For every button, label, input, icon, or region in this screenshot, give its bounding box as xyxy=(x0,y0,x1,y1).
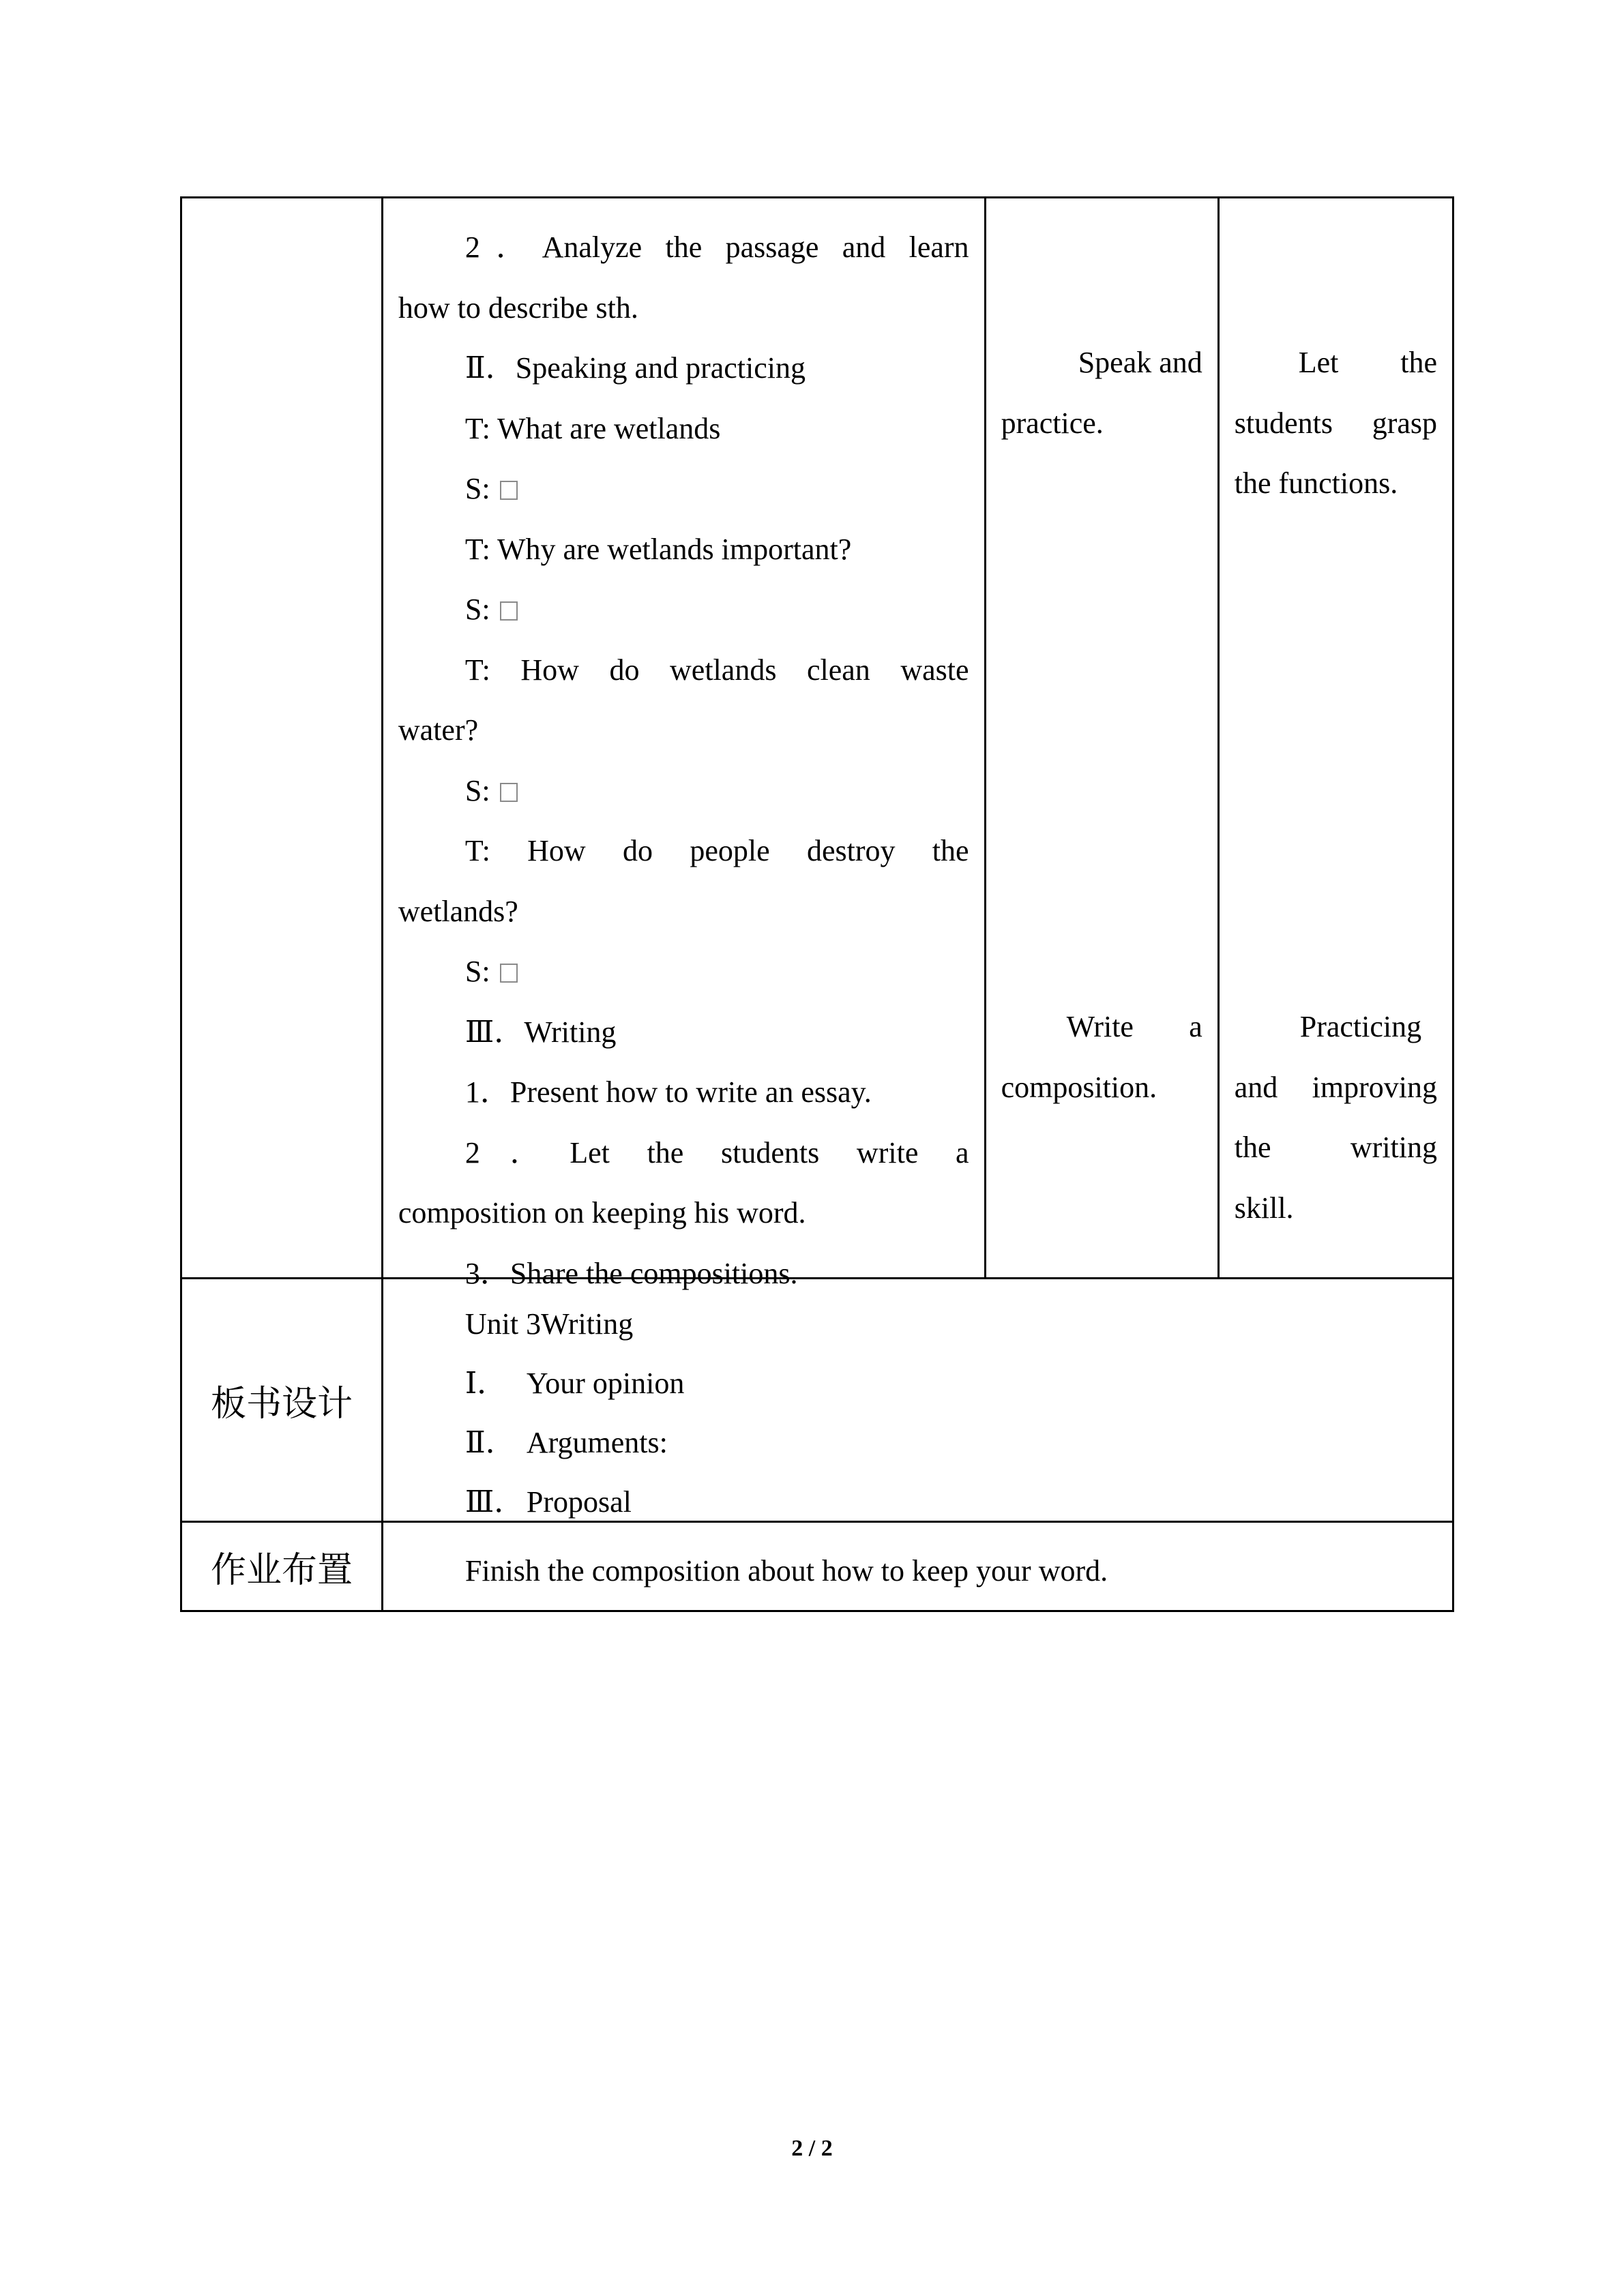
board-item xyxy=(465,1413,1437,1472)
section-heading-speaking: Ⅱ．Speaking and practicing xyxy=(464,351,806,385)
teaching-steps-cell xyxy=(382,198,985,1290)
step-line: how to describe sth. xyxy=(398,290,638,325)
step-line: T: How do wetlands clean waste xyxy=(464,653,969,687)
board-design-row xyxy=(181,1279,1453,1522)
step-line: wetlands? xyxy=(398,894,518,928)
purpose-writing xyxy=(1235,997,1437,1238)
design-purpose-cell xyxy=(1218,198,1453,1279)
answer-prefix: S: xyxy=(464,773,490,807)
blank-box-icon xyxy=(500,601,518,621)
step-line: T: Why are wetlands important? xyxy=(464,532,852,566)
activity-line: practice. xyxy=(1001,406,1104,440)
answer-prefix: S: xyxy=(464,955,490,988)
purpose-speaking xyxy=(1235,333,1437,514)
board-design-content-cell xyxy=(382,1279,1453,1522)
homework-label: 作业布置 xyxy=(181,1522,383,1611)
step-line: water? xyxy=(398,713,479,747)
activity-line: Speak and xyxy=(1078,346,1202,379)
purpose-line: Let the xyxy=(1298,346,1437,379)
board-item-numeral: Ⅱ． xyxy=(464,1426,516,1459)
empty-label-cell xyxy=(181,198,383,1279)
activity-line: Write a xyxy=(1066,1010,1202,1043)
answer-prefix: S: xyxy=(464,593,490,626)
student-activity-cell xyxy=(985,198,1218,1279)
activity-speaking xyxy=(1001,333,1202,453)
blank-box-icon xyxy=(500,481,518,500)
homework-row xyxy=(181,1522,1453,1611)
board-item-numeral: Ⅰ． xyxy=(464,1367,507,1400)
homework-text: Finish the composition about how to keep your word. xyxy=(464,1554,1108,1587)
lesson-plan-table xyxy=(180,196,1454,1612)
purpose-line: the writing xyxy=(1234,1131,1437,1164)
answer-line xyxy=(398,459,969,520)
homework-content-cell xyxy=(382,1522,1453,1611)
purpose-line: Practicing xyxy=(1299,1010,1422,1043)
step-line: T: How do people destroy the xyxy=(464,834,969,867)
purpose-line: the functions. xyxy=(1234,466,1398,500)
answer-line xyxy=(398,942,969,1002)
purpose-line: students grasp xyxy=(1234,406,1437,440)
page-indicator: 2 / 2 xyxy=(791,2136,833,2161)
board-design-label: 板书设计 xyxy=(181,1279,383,1522)
step-line: T: What are wetlands xyxy=(464,411,721,445)
purpose-line: and improving xyxy=(1234,1070,1437,1104)
activity-writing xyxy=(1001,997,1202,1118)
blank-box-icon xyxy=(500,783,518,802)
board-item xyxy=(465,1354,1437,1413)
board-item-text: Your opinion xyxy=(526,1367,685,1400)
answer-prefix: S: xyxy=(464,472,490,505)
step-line: 2．Let the students write a xyxy=(464,1135,969,1169)
step-line: 3．Share the compositions. xyxy=(464,1256,798,1290)
board-item-text: Arguments: xyxy=(526,1426,668,1459)
board-title: Unit 3Writing xyxy=(464,1307,634,1341)
teaching-process-row xyxy=(181,198,1453,1279)
activity-line: composition. xyxy=(1001,1070,1157,1104)
board-item-text: Proposal xyxy=(526,1485,632,1519)
answer-line xyxy=(398,761,969,822)
step-line: composition on keeping his word. xyxy=(398,1196,806,1229)
board-item-numeral: Ⅲ． xyxy=(464,1485,525,1519)
purpose-line: skill. xyxy=(1234,1191,1294,1225)
blank-box-icon xyxy=(500,964,518,983)
answer-line xyxy=(398,580,969,640)
step-line: 1．Present how to write an essay. xyxy=(464,1075,872,1109)
step-line: 2．Analyze the passage and learn xyxy=(464,230,969,264)
section-heading-writing: Ⅲ．Writing xyxy=(464,1015,617,1049)
